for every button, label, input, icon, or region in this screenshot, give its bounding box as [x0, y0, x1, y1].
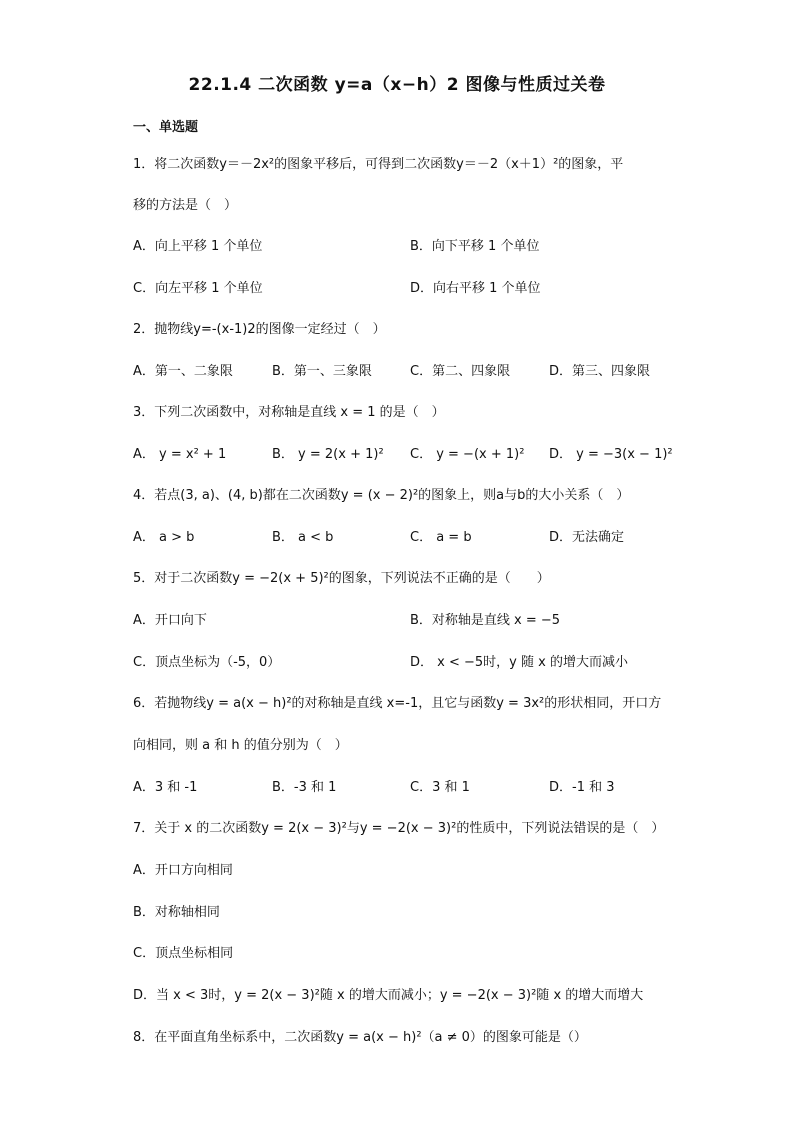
question-1-option-d[interactable]: D．向右平移 1 个单位 — [410, 281, 541, 296]
question-1-stem-line-1: 1．将二次函数y＝－2x²的图象平移后，可得到二次函数y＝－2（x＋1）²的图象，平 — [133, 157, 624, 172]
section-heading: 一、单选题 — [133, 120, 199, 135]
question-2-stem: 2．抛物线y=-(x-1)2的图像一定经过（ ） — [133, 322, 386, 337]
question-3-option-c[interactable]: C． y = −(x + 1)² — [410, 447, 525, 462]
question-4-stem: 4．若点(3, a)、(4, b)都在二次函数y = (x − 2)²的图象上，则a与b的大小关系（ ） — [133, 488, 630, 503]
question-7-stem: 7．关于 x 的二次函数y = 2(x − 3)²与y = −2(x − 3)²的性质中，下列说法错误的是（ ） — [133, 821, 665, 836]
question-7-option-b[interactable]: B．对称轴相同 — [133, 905, 220, 920]
question-7-option-c[interactable]: C．顶点坐标相同 — [133, 946, 234, 961]
question-5-option-c[interactable]: C．顶点坐标为（-5，0） — [133, 655, 281, 670]
question-5-option-b[interactable]: B．对称轴是直线 x = −5 — [410, 613, 561, 628]
question-6-option-a[interactable]: A．3 和 -1 — [133, 780, 198, 795]
question-7-option-d[interactable]: D．当 x < 3时，y = 2(x − 3)²随 x 的增大而减小；y = −2(x − 3)²随 x 的增大而增大 — [133, 988, 644, 1003]
question-4-option-c[interactable]: C． a = b — [410, 530, 472, 545]
question-2-option-a[interactable]: A．第一、二象限 — [133, 364, 233, 379]
question-5-stem: 5．对于二次函数y = −2(x + 5)²的图象，下列说法不正确的是（ ） — [133, 571, 550, 586]
question-4-option-d[interactable]: D．无法确定 — [549, 530, 625, 545]
question-4-option-b[interactable]: B． a < b — [272, 530, 334, 545]
question-6-option-b[interactable]: B．-3 和 1 — [272, 780, 337, 795]
question-6-stem-line-2: 向相同，则 a 和 h 的值分别为（ ） — [133, 738, 348, 753]
page-title: 22.1.4 二次函数 y=a（x−h）2 图像与性质过关卷 — [188, 75, 606, 95]
question-5-option-d[interactable]: D． x < −5时，y 随 x 的增大而减小 — [410, 655, 628, 670]
question-1-option-c[interactable]: C．向左平移 1 个单位 — [133, 281, 263, 296]
question-6-option-c[interactable]: C．3 和 1 — [410, 780, 470, 795]
question-1-option-b[interactable]: B．向下平移 1 个单位 — [410, 239, 540, 254]
question-3-option-b[interactable]: B． y = 2(x + 1)² — [272, 447, 384, 462]
question-2-option-d[interactable]: D．第三、四象限 — [549, 364, 651, 379]
question-7-option-a[interactable]: A．开口方向相同 — [133, 863, 233, 878]
question-6-option-d[interactable]: D．-1 和 3 — [549, 780, 615, 795]
question-8-stem: 8．在平面直角坐标系中，二次函数y = a(x − h)²（a ≠ 0）的图象可能是（） — [133, 1030, 587, 1045]
question-2-option-b[interactable]: B．第一、三象限 — [272, 364, 372, 379]
question-1-option-a[interactable]: A．向上平移 1 个单位 — [133, 239, 263, 254]
question-3-stem: 3．下列二次函数中，对称轴是直线 x = 1 的是（ ） — [133, 405, 445, 420]
question-6-stem-line-1: 6．若抛物线y = a(x − h)²的对称轴是直线 x=-1，且它与函数y = 3x²的形状相同，开口方 — [133, 696, 662, 711]
question-2-option-c[interactable]: C．第二、四象限 — [410, 364, 511, 379]
question-3-option-a[interactable]: A． y = x² + 1 — [133, 447, 227, 462]
question-3-option-d[interactable]: D． y = −3(x − 1)² — [549, 447, 673, 462]
question-1-stem-line-2: 移的方法是（ ） — [133, 198, 238, 213]
question-4-option-a[interactable]: A． a > b — [133, 530, 195, 545]
question-5-option-a[interactable]: A．开口向下 — [133, 613, 207, 628]
